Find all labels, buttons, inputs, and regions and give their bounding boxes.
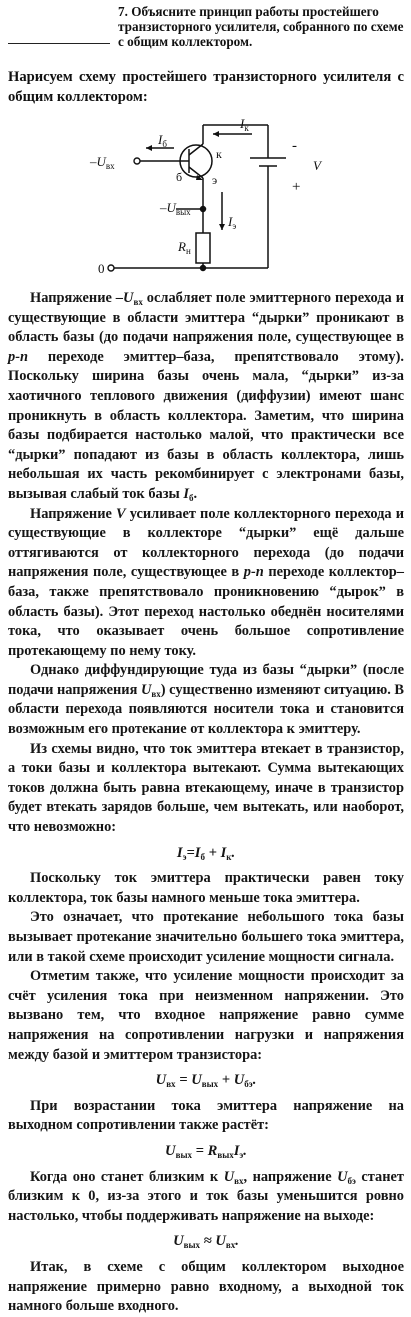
paragraph-1: Напряжение $-U_{вх}$ ослабляет поле эмиттерного перехода и существующие в области эмиттера “дырки” проникают в область базы (до подачи напряжения поле, существующее в p-n переходе эмиттер–база, препятствовало этому). Поскольку ширина базы очень мала, “дырки” из-за хаотичного теплового движения (диффузии) имеют шанс проникнуть в область коллектора. Заметим, что ширина базы подбирается настолько малой, что практически все “дырки” попадают из базы в область коллектора, лишь небольшая их часть рекомбинирует с электронами базы, вызывая слабый ток базы $I_б$. [8, 290, 404, 503]
formula-currents: $I_э=I_б + I_к$. [176, 844, 236, 862]
label-uout: $-U_{вых}$ [160, 200, 191, 217]
label-emitter: э [212, 173, 218, 187]
question-heading [118, 4, 406, 49]
paragraph-9: Когда оно станет близким к $U_{вх}$, напряжение $U_{бэ}$ станет близким к 0, из-за этого и ток базы уменьшится ровно настолько, чтобы поддерживать напряжение на выходе: [8, 1168, 404, 1224]
paragraph-6: Это означает, что протекание небольшого тока базы вызывает протекание значительно большего тока эмиттера, или в такой схеме происходит усиление мощности сигнала. [8, 909, 404, 965]
heading-rule [8, 43, 110, 44]
paragraph-8: При возрастании тока эмиттера напряжение на выходном сопротивлении также растёт: [8, 1097, 404, 1134]
paragraph-4: Из схемы видно, что ток эмиттера втекает в транзистор, а токи базы и коллектора вытекают. Сумма вытекающих токов должна быть равна втекающему, иначе в транзистор будет втекать зарядов больше, чем вытекать, или наоборот, что невозможно: [8, 740, 404, 836]
label-minus: - [292, 138, 297, 154]
label-collector: к [216, 147, 222, 161]
paragraph-10: Итак, в схеме с общим коллектором выходное напряжение примерно равно входному, а выходной ток намного больше входного. [8, 1258, 404, 1315]
question-number: 7. [118, 4, 128, 19]
label-zero: 0 [98, 261, 105, 276]
formula-voltages: $U_{вх} = U_{вых} + U_{бэ}$. [155, 1072, 257, 1090]
input-terminal [134, 158, 140, 164]
label-base: б [176, 170, 183, 184]
label-v: V [313, 158, 321, 173]
label-ie: $I_э$ [228, 214, 237, 231]
intro-paragraph: Нарисуем схему простейшего транзисторного усилителя с общим коллектором: [8, 69, 404, 105]
label-plus: + [292, 179, 301, 195]
formula-approx: $U_{вых} \approx U_{вх}$. [173, 1233, 239, 1251]
paragraph-5: Поскольку ток эмиттера практически равен току коллектора, ток базы намного меньше тока эмиттера. [8, 870, 404, 906]
ground-terminal [108, 265, 114, 271]
paragraph-2: Напряжение V усиливает поле коллекторного перехода и существующие в коллекторе “дырки” ещё дальше оттягиваются от коллекторного перехода (до подачи напряжения поле, существующее в p-n переходе коллектор–база, также препятствовало проникновению “дырок” в область базы). Этот переход настолько обеднён носителями тока, что оказывает очень большое сопротивление протекающему по нему току. [8, 505, 404, 659]
label-ib: $I_б$ [158, 132, 167, 149]
answer-body [8, 289, 404, 1317]
label-ik: $I_к$ [240, 116, 249, 133]
label-rload: $R_н$ [178, 239, 191, 256]
circuit-diagram [0, 108, 411, 288]
formula-output-voltage: $U_{вых} = R_{вых}I_э$. [165, 1142, 247, 1160]
question-text: Объясните принцип работы простейшего транзисторного усилителя, собранного по схеме с общим коллектором. [118, 4, 404, 49]
paragraph-3: Однако диффундирующие туда из базы “дырки” (после подачи напряжения $U_{вх}$) существенно изменяют ситуацию. В области перехода появляются носители тока и становится возможным его протекание от коллектора к эмиттеру. [8, 662, 404, 738]
load-resistor [196, 233, 210, 263]
paragraph-7: Отметим также, что усиление мощности происходит за счёт усиления тока при неизменном напряжении. Это вызвано тем, что входное напряжение равно сумме напряжения на сопротивлении нагрузки и напряжения между базой и эмиттером транзистора: [8, 968, 404, 1063]
label-uin: $-U_{вх}$ [90, 154, 115, 171]
